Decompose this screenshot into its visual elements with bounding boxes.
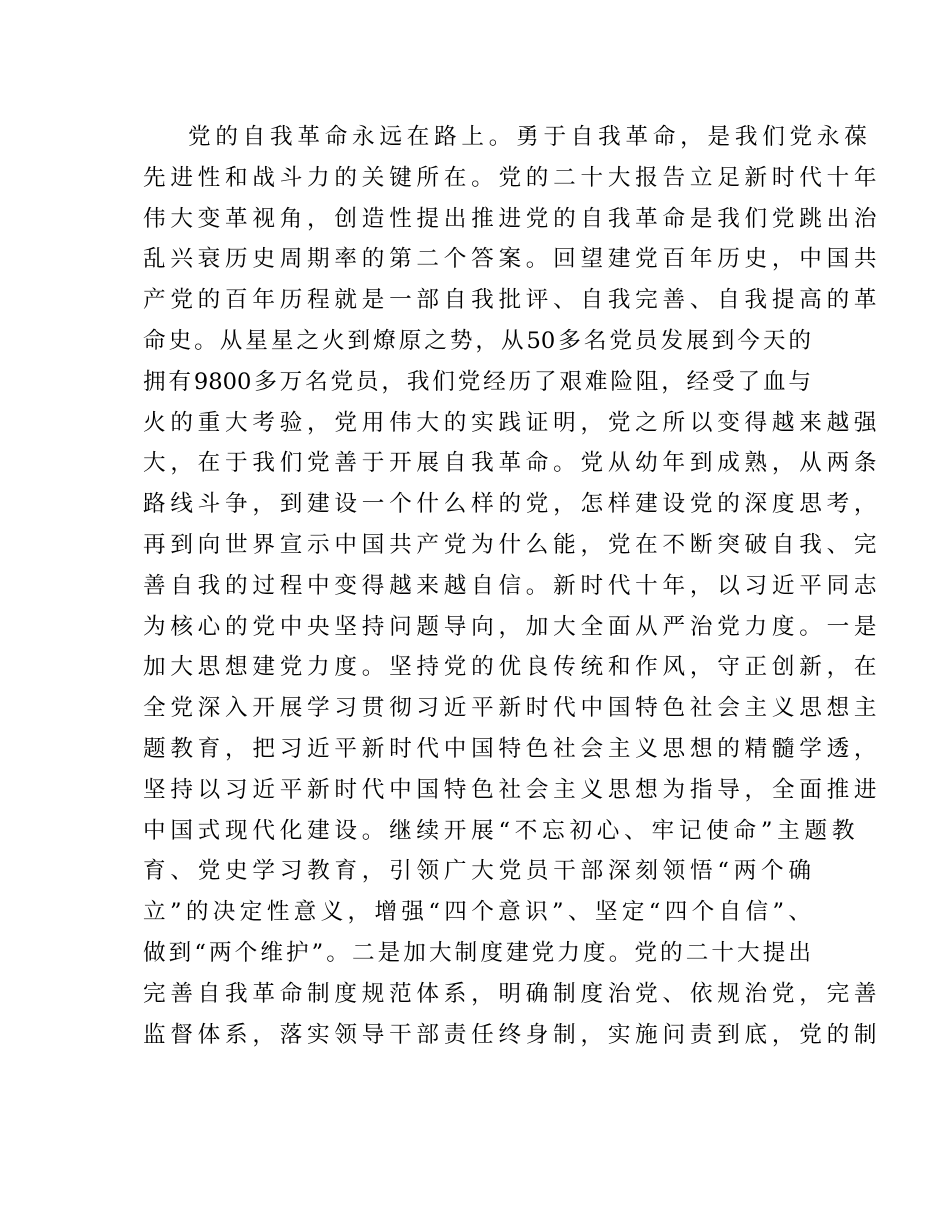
text-line-19: 育、党史学习教育，引领广大党员干部深刻领悟“两个确 (143, 858, 811, 885)
text-line-16: 题教育，把习近平新时代中国特色社会主义思想的精髓学透， (143, 735, 882, 762)
text-line-4: 乱兴衰历史周期率的第二个答案。回望建党百年历史，中国共 (143, 246, 882, 273)
text-line-23: 监督体系，落实领导干部责任终身制，实施问责到底，党的制 (143, 1021, 882, 1048)
text-line-20: 立”的决定性意义，增强“四个意识”、坚定“四个自信”、 (143, 899, 811, 926)
text-line-5: 产党的百年历程就是一部自我批评、自我完善、自我提高的革 (143, 287, 882, 314)
text-line-22: 完善自我革命制度规范体系，明确制度治党、依规治党，完善 (143, 980, 882, 1007)
text-line-14: 加大思想建党力度。坚持党的优良传统和作风，守正创新，在 (143, 654, 882, 681)
text-line-12: 善自我的过程中变得越来越自信。新时代十年，以习近平同志 (143, 572, 882, 599)
text-line-21: 做到“两个维护”。二是加大制度建党力度。党的二十大提出 (143, 939, 811, 966)
text-line-11: 再到向世界宣示中国共产党为什么能，党在不断突破自我、完 (143, 531, 882, 558)
body-paragraph (143, 117, 882, 1055)
text-line-13: 为核心的党中央坚持问题导向，加大全面从严治党力度。一是 (143, 613, 882, 640)
text-line-8: 火的重大考验，党用伟大的实践证明，党之所以变得越来越强 (143, 409, 882, 436)
text-line-6: 命史。从星星之火到燎原之势，从50多名党员发展到今天的 (143, 327, 811, 354)
text-line-9: 大，在于我们党善于开展自我革命。党从幼年到成熟，从两条 (143, 450, 882, 477)
text-line-2: 先进性和战斗力的关键所在。党的二十大报告立足新时代十年 (143, 164, 882, 191)
text-line-15: 全党深入开展学习贯彻习近平新时代中国特色社会主义思想主 (143, 695, 882, 722)
text-line-3: 伟大变革视角，创造性提出推进党的自我革命是我们党跳出治 (143, 205, 882, 232)
text-line-7: 拥有9800多万名党员，我们党经历了艰难险阻，经受了血与 (143, 368, 811, 395)
text-line-18: 中国式现代化建设。继续开展“不忘初心、牢记使命”主题教 (143, 817, 860, 844)
text-line-10: 路线斗争，到建设一个什么样的党，怎样建设党的深度思考， (143, 491, 882, 518)
text-line-1: 党的自我革命永远在路上。勇于自我革命，是我们党永葆 (188, 124, 872, 150)
text-line-17: 坚持以习近平新时代中国特色社会主义思想为指导，全面推进 (143, 776, 882, 803)
